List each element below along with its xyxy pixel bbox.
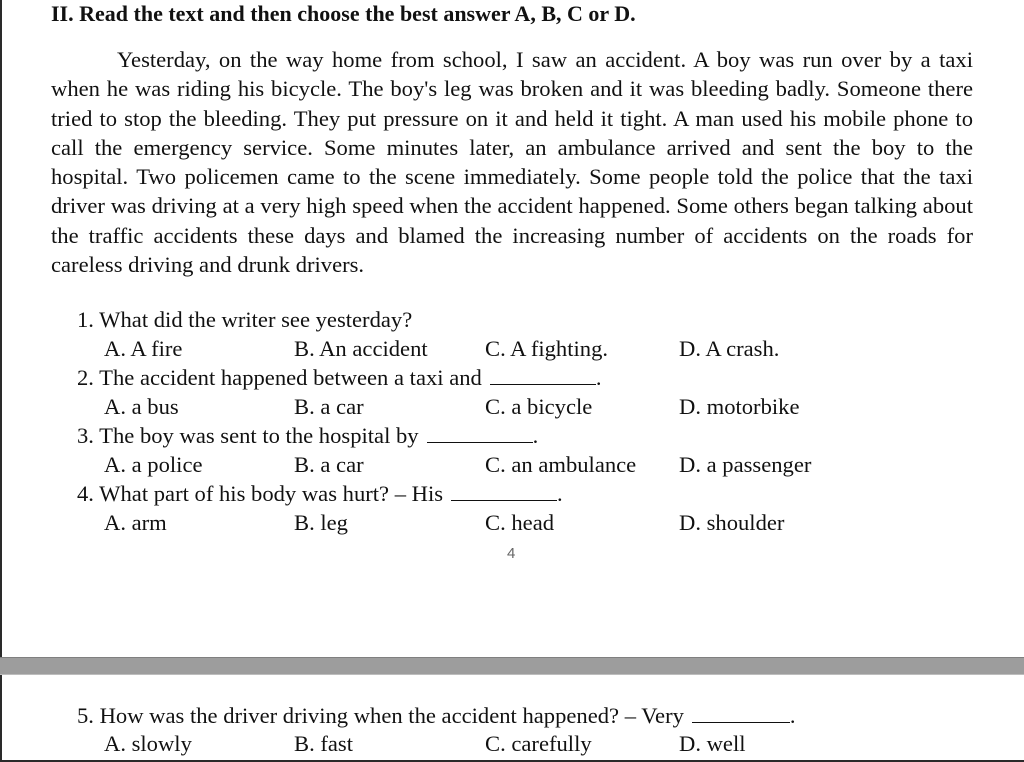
question-5-option-a[interactable]: A. slowly bbox=[104, 731, 192, 756]
question-4-option-a[interactable]: A. arm bbox=[104, 510, 167, 535]
question-5 bbox=[77, 703, 796, 729]
question-1-option-a[interactable]: A. A fire bbox=[104, 336, 183, 361]
question-3-stem: 3. The boy was sent to the hospital by bbox=[77, 423, 419, 448]
question-2 bbox=[77, 365, 602, 391]
question-4 bbox=[77, 481, 563, 507]
question-3-option-d[interactable]: D. a passenger bbox=[679, 452, 812, 477]
question-2-option-d[interactable]: D. motorbike bbox=[679, 394, 800, 419]
question-1-option-b[interactable]: B. An accident bbox=[294, 336, 428, 361]
question-5-stem: 5. How was the driver driving when the accident happened? – Very bbox=[77, 703, 684, 728]
exercise-heading: II. Read the text and then choose the best answer A, B, C or D. bbox=[51, 1, 636, 26]
question-2-option-b[interactable]: B. a car bbox=[294, 394, 364, 419]
question-5-period: . bbox=[789, 703, 796, 728]
question-4-period: . bbox=[557, 481, 563, 506]
question-3-period: . bbox=[532, 423, 539, 448]
question-5-option-c[interactable]: C. carefully bbox=[485, 731, 592, 756]
question-1-option-d[interactable]: D. A crash. bbox=[679, 336, 780, 361]
question-1-option-c[interactable]: C. A fighting. bbox=[485, 336, 609, 361]
answer-blank[interactable] bbox=[692, 704, 790, 723]
question-3-option-c[interactable]: C. an ambulance bbox=[485, 452, 637, 477]
answer-blank[interactable] bbox=[451, 482, 557, 501]
question-3-option-b[interactable]: B. a car bbox=[294, 452, 364, 477]
question-4-option-b[interactable]: B. leg bbox=[294, 510, 348, 535]
question-4-option-d[interactable]: D. shoulder bbox=[679, 510, 785, 535]
question-3 bbox=[77, 423, 538, 449]
question-4-stem: 4. What part of his body was hurt? – His bbox=[77, 481, 444, 506]
question-1 bbox=[77, 307, 412, 333]
reading-passage: Yesterday, on the way home from school, I saw an accident. A boy was run over by a taxi when he was riding his bicycle. The boy's leg was broken and it was bleeding badly. Someone there tried to stop the bleeding. They put pressure on it and held it tight. A man used his mobile phone to call the emergency service. Some minutes later, an ambulance arrived and sent the boy to the hospital. Two policemen came to the scene immediately. Some people told the police that the taxi driver was driving at a very high speed when the accident happened. Some others began talking about the traffic accidents these days and blamed the increasing number of accidents on the roads for careless driving and drunk drivers. bbox=[51, 47, 973, 278]
page-separator bbox=[0, 657, 1024, 675]
question-2-option-c[interactable]: C. a bicycle bbox=[485, 394, 593, 419]
question-3-option-a[interactable]: A. a police bbox=[104, 452, 203, 477]
page-number: 4 bbox=[507, 545, 516, 562]
document-page-2 bbox=[0, 675, 1024, 762]
question-5-option-d[interactable]: D. well bbox=[679, 731, 746, 756]
answer-blank[interactable] bbox=[427, 424, 533, 443]
question-2-period: . bbox=[595, 365, 602, 390]
answer-blank[interactable] bbox=[490, 366, 596, 385]
question-5-option-b[interactable]: B. fast bbox=[294, 731, 353, 756]
question-1-stem: 1. What did the writer see yesterday? bbox=[77, 307, 413, 332]
question-2-stem: 2. The accident happened between a taxi and bbox=[77, 365, 482, 390]
question-2-option-a[interactable]: A. a bus bbox=[104, 394, 179, 419]
question-4-option-c[interactable]: C. head bbox=[485, 510, 555, 535]
